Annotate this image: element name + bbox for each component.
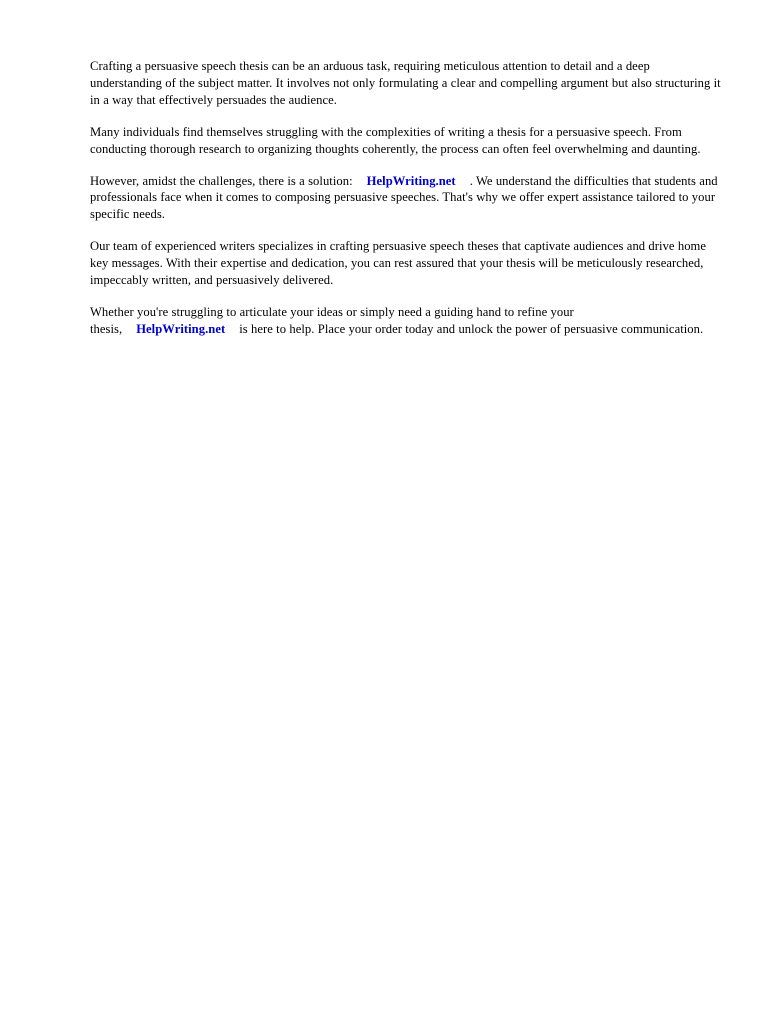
paragraph-3-text-after-link: . We understand the difficulties that students and professionals face when it comes to composing persuasive speeches. That's why we offer expert assistance tailored to your specific needs. [90, 173, 718, 222]
paragraph-4 [90, 238, 723, 289]
paragraph-1-text: Crafting a persuasive speech thesis can be an arduous task, requiring meticulous attention to detail and a deep understanding of the subject matter. It involves not only formulating a clear and compelling argument but also structuring it in a way that effectively persuades the audience. [90, 59, 721, 107]
paragraph-5-text-before-link: Whether you're struggling to articulate your ideas or simply need a guiding hand to refine your thesis, [90, 304, 574, 336]
paragraph-4-text: Our team of experienced writers specializes in crafting persuasive speech theses that captivate audiences and drive home key messages. With their expertise and dedication, you can rest assured that your thesis will be meticulously researched, impeccably written, and persuasively delivered. [90, 239, 707, 288]
paragraph-3-text-before-link: However, amidst the challenges, there is a solution: [90, 173, 353, 188]
helpwriting-link-1[interactable]: HelpWriting.net [366, 173, 456, 188]
paragraph-2 [90, 124, 723, 158]
paragraph-5-text-after-link: is here to help. Place your order today and unlock the power of persuasive communication. [239, 321, 704, 336]
paragraph-2-text: Many individuals find themselves struggling with the complexities of writing a thesis for a persuasive speech. From conducting thorough research to organizing thoughts coherently, the process can often feel overwhelming and daunting. [90, 124, 701, 156]
helpwriting-link-2[interactable]: HelpWriting.net [136, 321, 226, 336]
paragraph-3 [90, 173, 723, 224]
paragraph-1 [90, 58, 723, 109]
paragraph-5 [90, 304, 723, 338]
document-body [90, 58, 723, 338]
